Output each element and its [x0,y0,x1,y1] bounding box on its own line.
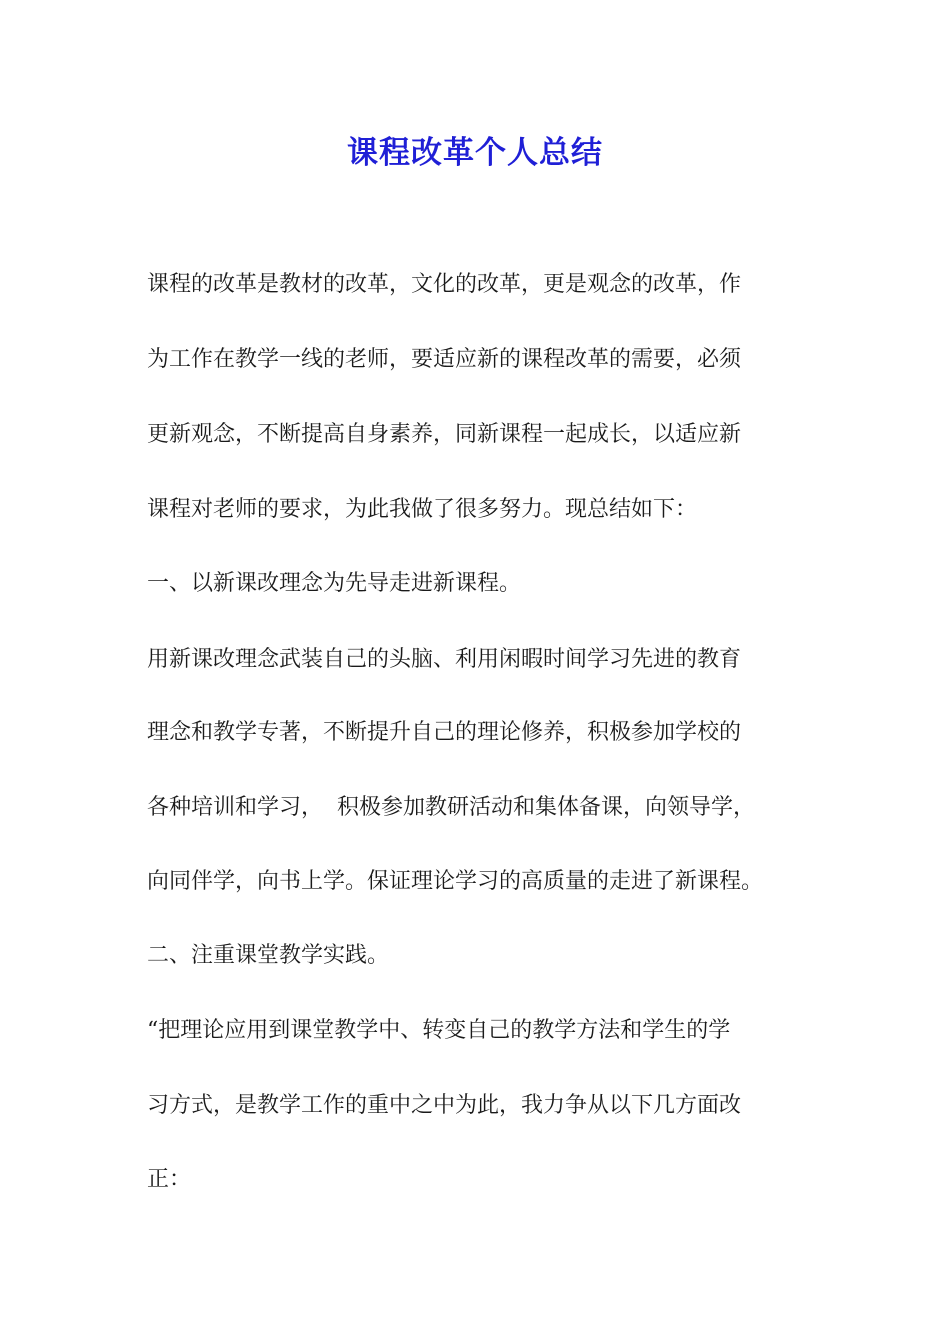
paragraph-line: “把理论应用到课堂教学中、转变自己的教学方法和学生的学 [147,1018,731,1043]
section-heading-1: 一、以新课改理念为先导走进新课程。 [147,571,522,596]
paragraph-line: 正： [147,1167,192,1192]
paragraph-line: 各种培训和学习， 积极参加教研活动和集体备课，向领导学， [147,795,755,820]
paragraph-line: 理念和教学专著，不断提升自己的理论修养，积极参加学校的 [147,720,742,745]
paragraph-line: 习方式，是教学工作的重中之中为此，我力争从以下几方面改 [147,1093,742,1118]
section-heading-2: 二、注重课堂教学实践。 [147,943,390,968]
paragraph-line: 课程的改革是教材的改革，文化的改革，更是观念的改革，作 [147,272,742,297]
document-title: 课程改革个人总结 [347,135,603,171]
paragraph-line: 为工作在教学一线的老师，要适应新的课程改革的需要，必须 [147,347,742,372]
paragraph-line: 课程对老师的要求，为此我做了很多努力。现总结如下： [147,497,698,522]
paragraph-line: 用新课改理念武装自己的头脑、利用闲暇时间学习先进的教育 [147,647,742,672]
paragraph-line: 向同伴学，向书上学。保证理论学习的高质量的走进了新课程。 [147,869,764,894]
paragraph-line: 更新观念，不断提高自身素养，同新课程一起成长，以适应新 [147,422,742,447]
